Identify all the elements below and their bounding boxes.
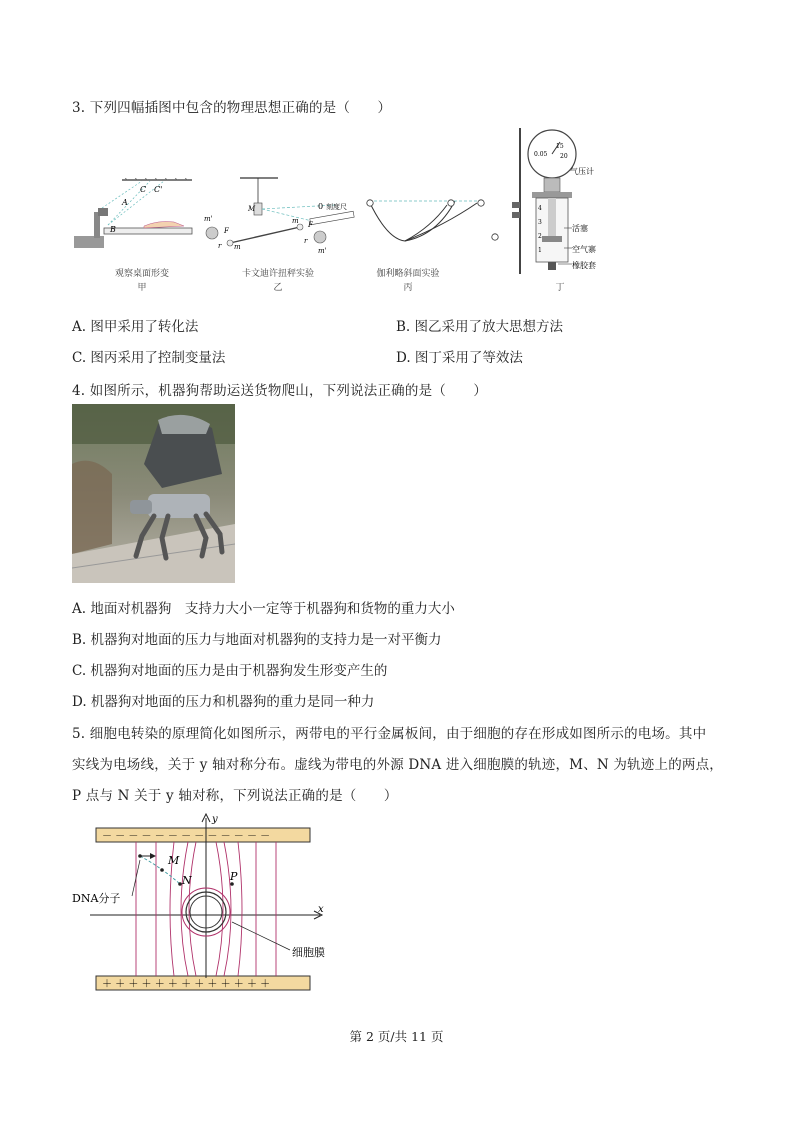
svg-text:15: 15 <box>556 143 564 150</box>
electroporation-field-figure <box>70 812 340 998</box>
figure-ding-label: 丁 <box>555 283 565 293</box>
svg-text:0.05: 0.05 <box>534 151 548 158</box>
label-rubber-sleeve: 橡胶套 <box>572 261 596 270</box>
q4-option-b[interactable]: B. 机器狗对地面的压力与地面对机器狗的支持力是一对平衡力 <box>72 632 442 648</box>
label-piston: 活塞 <box>572 224 588 233</box>
figure-bing-caption: 伽利略斜面实验 <box>376 269 440 279</box>
svg-text:r: r <box>218 242 222 250</box>
point-n-label: N <box>182 874 192 887</box>
q3-option-b[interactable]: B. 图乙采用了放大思想方法 <box>396 319 564 335</box>
svg-text:20: 20 <box>560 153 568 160</box>
svg-text:F: F <box>224 227 229 235</box>
figure-yi-caption: 卡文迪许扭秤实验 <box>241 269 314 279</box>
q4-stem: 4. 如图所示，机器狗帮助运送货物爬山，下列说法正确的是（ ） <box>72 383 488 399</box>
svg-text:2: 2 <box>538 233 542 240</box>
bottom-plate-charges: ＋ ＋ ＋ ＋ ＋ ＋ ＋ ＋ ＋ ＋ ＋ ＋ ＋ <box>102 979 271 990</box>
q5-line-1: 5. 细胞电转染的原理简化如图所示，两带电的平行金属板间，由于细胞的存在形成如图所示的电场。其中 <box>72 726 707 742</box>
dna-label: DNA分子 <box>72 892 121 905</box>
figure-jia-label: 甲 <box>137 283 147 293</box>
svg-text:M: M <box>248 205 256 213</box>
mark-c-prime: C' <box>154 185 163 194</box>
figure-jia-caption: 观察桌面形变 <box>114 269 169 279</box>
x-axis-label: x <box>318 904 324 915</box>
label-gauge: 气压计 <box>570 167 594 176</box>
robot-dog-photo <box>72 404 235 583</box>
figure-cavendish <box>200 175 360 263</box>
figure-desk-deformation <box>72 178 197 256</box>
label-air-plug: 空气寨 <box>572 245 596 254</box>
figure-bing-label: 丙 <box>403 283 413 293</box>
svg-text:m': m' <box>204 215 213 223</box>
q3-stem: 3. 下列四幅插图中包含的物理思想正确的是（ ） <box>72 100 392 116</box>
svg-text:3: 3 <box>538 219 542 226</box>
svg-text:r: r <box>304 237 308 245</box>
top-plate-charges: － － － － － － － － － － － － － <box>102 831 271 842</box>
point-m-label: M <box>168 854 180 867</box>
figure-syringe-gauge <box>508 128 618 276</box>
svg-text:m': m' <box>318 247 327 255</box>
q4-option-a[interactable]: A. 地面对机器狗 支持力大小一定等于机器狗和货物的重力大小 <box>72 601 455 617</box>
point-p-label: P <box>230 870 238 883</box>
mark-b: B <box>110 225 116 234</box>
svg-text:m: m <box>234 243 241 251</box>
q3-option-a[interactable]: A. 图甲采用了转化法 <box>72 319 199 335</box>
membrane-label: 细胞膜 <box>292 946 325 959</box>
svg-text:刻度尺: 刻度尺 <box>326 203 347 211</box>
q4-option-d[interactable]: D. 机器狗对地面的压力和机器狗的重力是同一种力 <box>72 694 375 710</box>
svg-text:0: 0 <box>318 202 324 211</box>
svg-text:4: 4 <box>538 205 542 212</box>
q5-line-3: P 点与 N 关于 y 轴对称，下列说法正确的是（ ） <box>72 788 398 804</box>
y-axis-label: y <box>212 814 218 825</box>
svg-text:F: F <box>308 221 313 229</box>
svg-text:m: m <box>292 217 299 225</box>
svg-text:1: 1 <box>538 247 542 254</box>
mark-c: C <box>140 185 147 194</box>
mark-a: A <box>122 198 128 207</box>
q5-line-2: 实线为电场线，关于 y 轴对称分布。虚线为带电的外源 DNA 进入细胞膜的轨迹，M、N 为轨迹上的两点， <box>72 757 724 773</box>
figure-yi-label: 乙 <box>273 283 283 293</box>
q3-option-c[interactable]: C. 图丙采用了控制变量法 <box>72 350 226 366</box>
q3-option-d[interactable]: D. 图丁采用了等效法 <box>396 350 523 366</box>
figure-galileo-incline <box>365 195 505 255</box>
q4-option-c[interactable]: C. 机器狗对地面的压力是由于机器狗发生形变产生的 <box>72 663 388 679</box>
page-footer: 第 2 页/共 11 页 <box>349 1029 444 1044</box>
